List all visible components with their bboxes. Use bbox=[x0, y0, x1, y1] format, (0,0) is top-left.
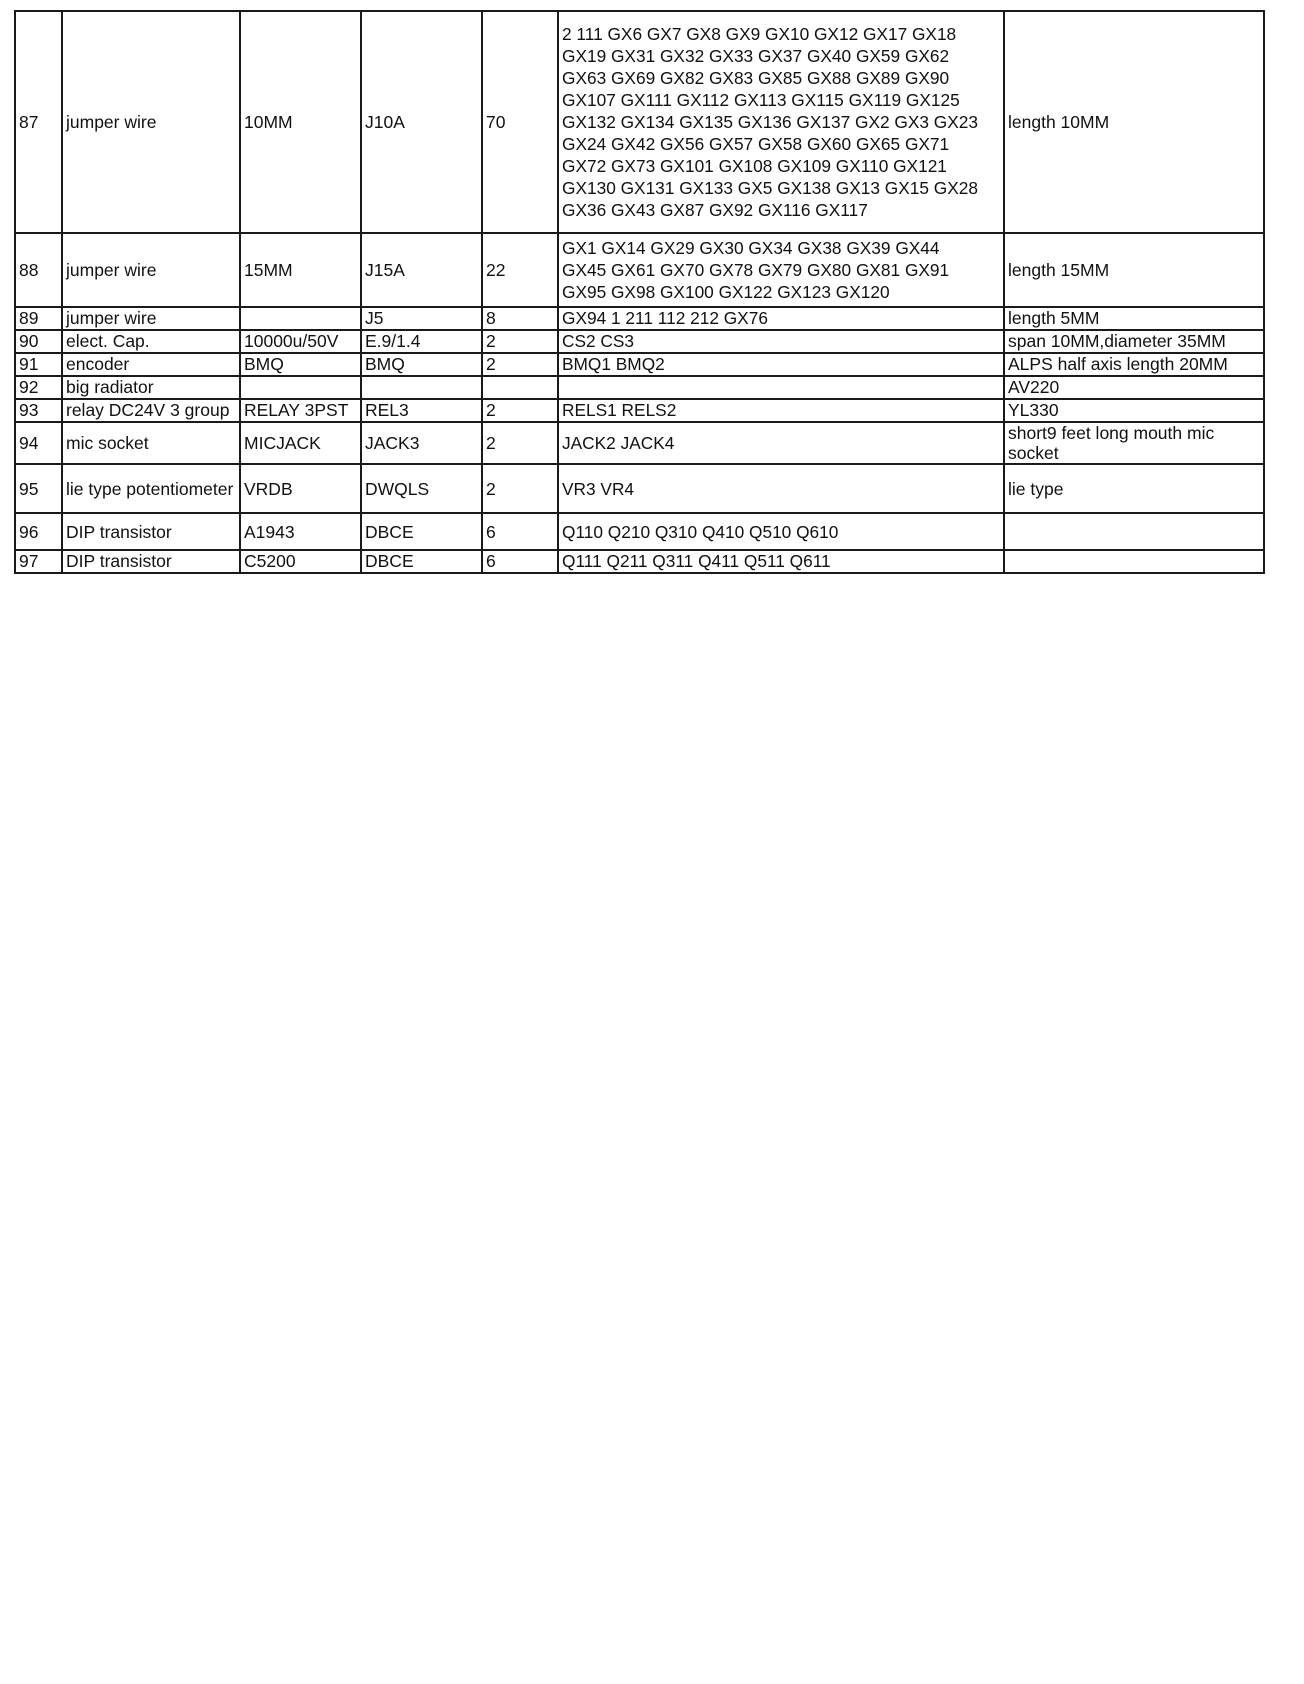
part-note: YL330 bbox=[1004, 399, 1264, 422]
reference-line: GX1 GX14 GX29 GX30 GX34 GX38 GX39 GX44 bbox=[562, 238, 940, 258]
part-name: jumper wire bbox=[62, 307, 240, 330]
part-quantity bbox=[482, 376, 558, 399]
part-note: length 15MM bbox=[1004, 233, 1264, 307]
reference-line: GX95 GX98 GX100 GX122 GX123 GX120 bbox=[562, 282, 890, 302]
part-note: length 10MM bbox=[1004, 11, 1264, 233]
part-package: J10A bbox=[361, 11, 482, 233]
part-package: E.9/1.4 bbox=[361, 330, 482, 353]
reference-designators bbox=[558, 233, 1004, 307]
reference-designators: VR3 VR4 bbox=[558, 464, 1004, 513]
item-number: 96 bbox=[15, 513, 62, 550]
part-package: J15A bbox=[361, 233, 482, 307]
part-name: relay DC24V 3 group bbox=[62, 399, 240, 422]
item-number: 93 bbox=[15, 399, 62, 422]
part-quantity: 2 bbox=[482, 464, 558, 513]
table-row bbox=[15, 376, 1264, 399]
part-value bbox=[240, 307, 361, 330]
table-row bbox=[15, 550, 1264, 573]
part-package: DBCE bbox=[361, 513, 482, 550]
part-name: big radiator bbox=[62, 376, 240, 399]
reference-line: GX45 GX61 GX70 GX78 GX79 GX80 GX81 GX91 bbox=[562, 260, 950, 280]
part-note bbox=[1004, 513, 1264, 550]
table-row bbox=[15, 330, 1264, 353]
part-quantity: 8 bbox=[482, 307, 558, 330]
part-note: length 5MM bbox=[1004, 307, 1264, 330]
table-row bbox=[15, 422, 1264, 464]
reference-designators: Q111 Q211 Q311 Q411 Q511 Q611 bbox=[558, 550, 1004, 573]
part-quantity: 2 bbox=[482, 399, 558, 422]
part-name-text: lie type potentiometer bbox=[66, 478, 234, 499]
table-row bbox=[15, 513, 1264, 550]
part-name: encoder bbox=[62, 353, 240, 376]
table-row bbox=[15, 464, 1264, 513]
part-value bbox=[240, 376, 361, 399]
table-row bbox=[15, 11, 1264, 233]
part-name: DIP transistor bbox=[62, 513, 240, 550]
part-note: span 10MM,diameter 35MM bbox=[1004, 330, 1264, 353]
part-quantity: 6 bbox=[482, 550, 558, 573]
part-note bbox=[1004, 422, 1264, 464]
reference-designators: GX94 1 211 112 212 GX76 bbox=[558, 307, 1004, 330]
part-package: DBCE bbox=[361, 550, 482, 573]
part-quantity: 22 bbox=[482, 233, 558, 307]
part-value: C5200 bbox=[240, 550, 361, 573]
part-package bbox=[361, 376, 482, 399]
reference-line: GX19 GX31 GX32 GX33 GX37 GX40 GX59 GX62 bbox=[562, 46, 950, 66]
part-name bbox=[62, 464, 240, 513]
part-value: 10MM bbox=[240, 11, 361, 233]
reference-line: 2 111 GX6 GX7 GX8 GX9 GX10 GX12 GX17 GX18 bbox=[562, 24, 957, 44]
reference-line: GX36 GX43 GX87 GX92 GX116 GX117 bbox=[562, 200, 868, 220]
table-row bbox=[15, 399, 1264, 422]
part-quantity: 6 bbox=[482, 513, 558, 550]
reference-designators: CS2 CS3 bbox=[558, 330, 1004, 353]
part-note: AV220 bbox=[1004, 376, 1264, 399]
part-name: elect. Cap. bbox=[62, 330, 240, 353]
reference-line: GX24 GX42 GX56 GX57 GX58 GX60 GX65 GX71 bbox=[562, 134, 950, 154]
part-package: BMQ bbox=[361, 353, 482, 376]
item-number: 97 bbox=[15, 550, 62, 573]
part-package: DWQLS bbox=[361, 464, 482, 513]
reference-designators bbox=[558, 376, 1004, 399]
reference-designators: BMQ1 BMQ2 bbox=[558, 353, 1004, 376]
item-number: 95 bbox=[15, 464, 62, 513]
part-note: lie type bbox=[1004, 464, 1264, 513]
part-package: J5 bbox=[361, 307, 482, 330]
item-number: 94 bbox=[15, 422, 62, 464]
reference-designators: RELS1 RELS2 bbox=[558, 399, 1004, 422]
part-value: 10000u/50V bbox=[240, 330, 361, 353]
part-value: VRDB bbox=[240, 464, 361, 513]
part-value: 15MM bbox=[240, 233, 361, 307]
part-note: ALPS half axis length 20MM bbox=[1004, 353, 1264, 376]
part-name: mic socket bbox=[62, 422, 240, 464]
item-number: 87 bbox=[15, 11, 62, 233]
part-quantity: 2 bbox=[482, 422, 558, 464]
item-number: 91 bbox=[15, 353, 62, 376]
parts-table bbox=[14, 10, 1265, 574]
part-package: JACK3 bbox=[361, 422, 482, 464]
reference-line: GX107 GX111 GX112 GX113 GX115 GX119 GX125 bbox=[562, 90, 960, 110]
reference-designators: Q110 Q210 Q310 Q410 Q510 Q610 bbox=[558, 513, 1004, 550]
item-number: 92 bbox=[15, 376, 62, 399]
part-value: RELAY 3PST bbox=[240, 399, 361, 422]
reference-line: GX130 GX131 GX133 GX5 GX138 GX13 GX15 GX28 bbox=[562, 178, 978, 198]
part-value: MICJACK bbox=[240, 422, 361, 464]
table-row bbox=[15, 353, 1264, 376]
part-package: REL3 bbox=[361, 399, 482, 422]
part-quantity: 2 bbox=[482, 353, 558, 376]
part-note bbox=[1004, 550, 1264, 573]
item-number: 88 bbox=[15, 233, 62, 307]
part-value: BMQ bbox=[240, 353, 361, 376]
part-quantity: 70 bbox=[482, 11, 558, 233]
reference-line: GX63 GX69 GX82 GX83 GX85 GX88 GX89 GX90 bbox=[562, 68, 950, 88]
reference-designators: JACK2 JACK4 bbox=[558, 422, 1004, 464]
part-value: A1943 bbox=[240, 513, 361, 550]
reference-line: GX132 GX134 GX135 GX136 GX137 GX2 GX3 GX23 bbox=[562, 112, 978, 132]
table-row bbox=[15, 233, 1264, 307]
part-name: jumper wire bbox=[62, 11, 240, 233]
part-name: jumper wire bbox=[62, 233, 240, 307]
part-quantity: 2 bbox=[482, 330, 558, 353]
part-note-text: short9 feet long mouth mic socket bbox=[1008, 423, 1215, 463]
reference-designators bbox=[558, 11, 1004, 233]
part-name: DIP transistor bbox=[62, 550, 240, 573]
item-number: 89 bbox=[15, 307, 62, 330]
item-number: 90 bbox=[15, 330, 62, 353]
table-row bbox=[15, 307, 1264, 330]
reference-line: GX72 GX73 GX101 GX108 GX109 GX110 GX121 bbox=[562, 156, 947, 176]
